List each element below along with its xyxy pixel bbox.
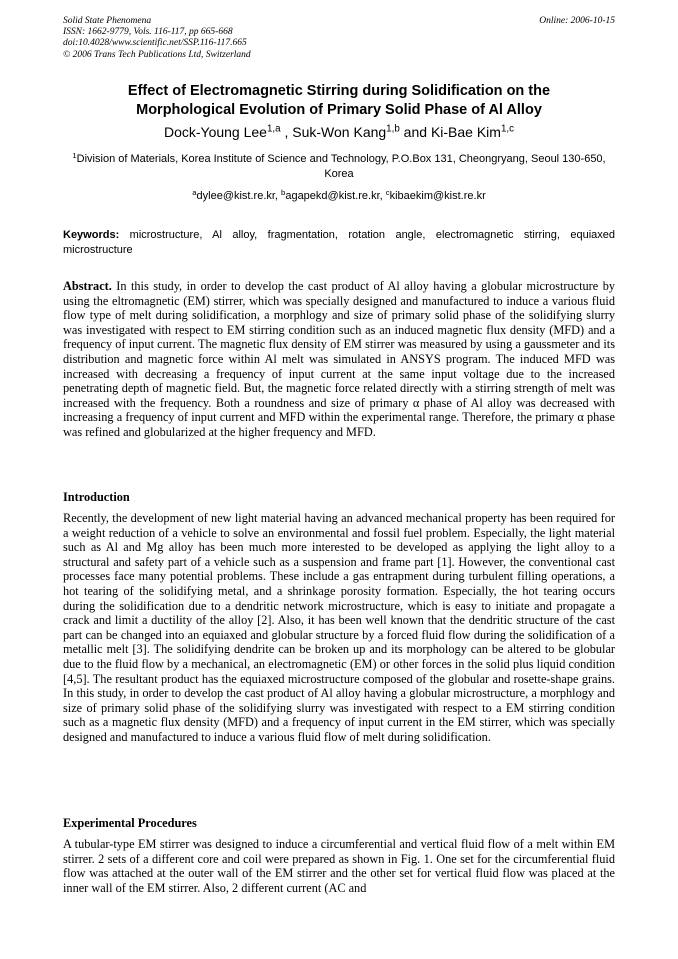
keywords-text: microstructure, Al alloy, fragmentation, rotation angle, electromagnetic stirring, equiaxed microstructure — [63, 229, 615, 256]
email-list — [63, 187, 615, 202]
email-mark: a — [192, 187, 197, 197]
journal-copyright: © 2006 Trans Tech Publications Ltd, Switzerland — [63, 49, 251, 60]
email-address: agapekd@kist.re.kr, — [285, 190, 386, 202]
journal-header — [63, 16, 251, 61]
author-name: Dock-Young Lee — [163, 124, 267, 140]
paper-title — [63, 82, 615, 120]
affiliation-mark: 1 — [72, 150, 77, 160]
experimental-heading: Experimental Procedures — [63, 816, 197, 830]
email-address: dylee@kist.re.kr, — [196, 190, 282, 202]
abstract-text: In this study, in order to develop the cast product of Al alloy having a globular microstructure by using the eltromagnetic (EM) stirrer, which was specially designed and manufactured to induce a various fluid flow type of melt during solidification, a morphlogy and size of primary solid phase of the solidifying slurry was investigated with respect to EM stirring condition such as an induced magnetic flux density (MFD) and a frequency of input current. The magnetic flux density of EM stirrer was measured by using a gaussmeter and its distribution and magnetic force within Al melt was simulated in ANSYS program. The induced MFD was increased with decreasing a frequency of input current at the same input voltage due to the increased penetrating depth of magnetic field. But, the magnetic force related directly with a stirring strength of melt was increased with the frequency. Both a roundness and size of primary α phase of Al alloy was decreased with increasing a frequency of input current and MFD within the experimental range. Therefore, the primary α phase was refined and globularized at the higher frequency and MFD. — [63, 279, 615, 439]
introduction-text: Recently, the development of new light material having an advanced mechanical property has been required for a weight reduction of a vehicle to solve an environmental and fossil fuel problem. Especially, the light material such as Al and Mg alloy has been much more interested to be developed as applying the light alloy to a structural and safety part of a vehicle such as a suspension and frame part [1]. However, the conventional cast processes face many potential problems. These include a gas entrapment during turbulent filling operations, a hot tearing of the solidifying metal, and a shrinkage porosity formation. Especially, the hot tearing occurs during the solidification due to a dendritic network microstructure, which is easy to initiate and propagate a crack and limit a ductility of the alloy [2]. Also, it has been well known that the dendritic structure of the cast part can be changed into an equiaxed and globular structure by a forced fluid flow during the solidification of a metallic melt [3]. The solidifying dendrite can be broken up and its morphology can be altered to be globular due to the fluid flow by a mechanical, an electromagnetic (EM) or other forces in the solid plus liquid condition [4,5]. The resultant product has the equiaxed microstructure composed of the globular and rosette-shape grains. In this study, in order to develop the cast product of Al alloy having a globular microstructure, a morphlogy and size of primary solid phase of the solidifying slurry was investigated with respect to a EM stirring condition such as a magnetic flux density (MFD) and a frequency of input current in the EM stirrer, which was specially designed and manufactured to induce a various fluid flow of melt during solidification. — [63, 511, 615, 744]
affiliation — [63, 152, 615, 182]
abstract — [63, 279, 615, 440]
keywords-label: Keywords: — [63, 229, 120, 241]
keywords — [63, 228, 615, 258]
author-name: Ki-Bae Kim — [430, 124, 501, 140]
experimental-text: A tubular-type EM stirrer was designed to induce a circumferential and vertical fluid flow of a melt within EM stirrer. 2 sets of a different core and coil were prepared as shown in Fig. 1. One set for the circumferential fluid flow was attached at the outer wall of the EM stirrer and the other set for vertical fluid flow was placed at the inner wall of the EM stirrer. Also, 2 different current (AC and — [63, 837, 615, 895]
author-name: Suk-Won Kang — [292, 124, 387, 140]
author-affil-mark: 1,c — [500, 123, 515, 135]
journal-doi: doi:10.4028/www.scientific.net/SSP.116-117.665 — [63, 38, 247, 49]
author-separator: , — [280, 124, 293, 140]
title-line-2: Morphological Evolution of Primary Solid Phase of Al Alloy — [136, 102, 542, 118]
email-address: kibaekim@kist.re.kr — [389, 190, 486, 202]
author-affil-mark: 1,a — [266, 123, 281, 135]
online-date: Online: 2006-10-15 — [539, 16, 615, 26]
author-affil-mark: 1,b — [386, 123, 400, 135]
author-list — [63, 124, 615, 140]
introduction-heading: Introduction — [63, 490, 130, 504]
abstract-label: Abstract. — [63, 279, 112, 293]
journal-issn: ISSN: 1662-9779, Vols. 116-117, pp 665-668 — [63, 27, 233, 38]
email-mark: c — [385, 187, 390, 197]
author-separator: and — [399, 124, 431, 140]
journal-name: Solid State Phenomena — [63, 16, 152, 26]
email-mark: b — [281, 187, 286, 197]
title-line-1: Effect of Electromagnetic Stirring during Solidification on the — [127, 83, 551, 99]
affiliation-text: Division of Materials, Korea Institute of Science and Technology, P.O.Box 131, Cheongryang, Seoul 130-650, Korea — [76, 153, 606, 180]
